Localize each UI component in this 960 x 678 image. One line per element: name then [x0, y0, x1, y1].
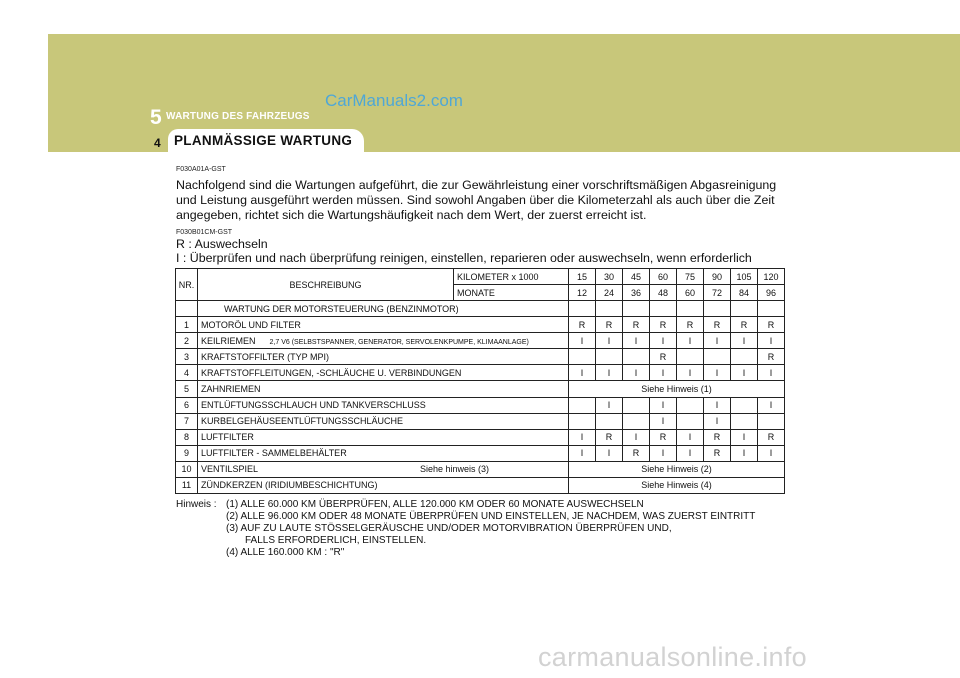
- schedule-cell: R: [650, 349, 677, 365]
- section-label: WARTUNG DER MOTORSTEUERUNG (BENZINMOTOR): [198, 301, 569, 317]
- footer-watermark: carmanualsonline.info: [538, 642, 807, 672]
- km-value: 60: [650, 269, 677, 285]
- schedule-cell: [758, 413, 785, 429]
- schedule-cell: R: [569, 317, 596, 333]
- table-row: [176, 477, 785, 493]
- km-value: 120: [758, 269, 785, 285]
- schedule-cell: [596, 413, 623, 429]
- row-description: [198, 381, 569, 397]
- row-number: 11: [176, 477, 198, 493]
- section-nr-cell: [176, 301, 198, 317]
- schedule-cell: I: [677, 429, 704, 445]
- page-title-tab: [168, 129, 364, 152]
- months-value: 96: [758, 285, 785, 301]
- row-description-text: MOTORÖL UND FILTER: [201, 319, 301, 330]
- schedule-cell: [623, 349, 650, 365]
- schedule-cell: [569, 349, 596, 365]
- schedule-cell: [569, 397, 596, 413]
- intro-paragraph: Nachfolgend sind die Wartungen aufgeführt, die zur Gewährleistung einer vorschriftsmäßigen Abgasreinigung und Leistung ausgeführt werden müssen. Sind sowohl Angaben über die Kilometerzahl als auch über die Zeit angegeben, richtet sich die Wartungshäufigkeit nach dem Wert, der zuerst erreicht ist.: [176, 178, 777, 222]
- schedule-cell: I: [650, 445, 677, 461]
- schedule-cell: R: [704, 317, 731, 333]
- page-number: 4: [154, 136, 161, 150]
- schedule-cell: I: [677, 365, 704, 381]
- km-value: 75: [677, 269, 704, 285]
- legend-code: F030B01CM-GST: [176, 229, 233, 236]
- schedule-cell: I: [596, 365, 623, 381]
- schedule-cell: [596, 349, 623, 365]
- schedule-cell: [623, 397, 650, 413]
- schedule-cell: I: [596, 333, 623, 349]
- schedule-cell: I: [731, 445, 758, 461]
- schedule-cell: I: [731, 333, 758, 349]
- months-value: 84: [731, 285, 758, 301]
- row-description-text: LUFTFILTER - SAMMELBEHÄLTER: [201, 448, 347, 459]
- table-row: [176, 413, 785, 429]
- note-1: (1) ALLE 60.000 KM ÜBERPRÜFEN, ALLE 120.000 KM ODER 60 MONATE AUSWECHSELN: [226, 499, 644, 510]
- months-value: 48: [650, 285, 677, 301]
- months-value: 60: [677, 285, 704, 301]
- empty-cell: [623, 301, 650, 317]
- table-row: [176, 365, 785, 381]
- schedule-cell: R: [758, 349, 785, 365]
- row-description-note: 2,7 V6 (SELBSTSPANNER, GENERATOR, SERVOLENKPUMPE, KLIMAANLAGE): [269, 338, 529, 346]
- schedule-cell: I: [650, 413, 677, 429]
- months-value: 36: [623, 285, 650, 301]
- legend-inspect: I : Überprüfen und nach überprüfung reinigen, einstellen, reparieren oder auswechseln, wenn erforderlich: [176, 251, 752, 265]
- note-4: (4) ALLE 160.000 KM : "R": [226, 547, 345, 558]
- schedule-cell: R: [758, 429, 785, 445]
- months-label: MONATE: [454, 285, 569, 301]
- row-number: 6: [176, 397, 198, 413]
- table-row: [176, 461, 785, 477]
- schedule-cell: I: [569, 429, 596, 445]
- row-description: [198, 445, 569, 461]
- schedule-cell: I: [677, 445, 704, 461]
- schedule-cell: I: [623, 429, 650, 445]
- schedule-cell: R: [731, 317, 758, 333]
- row-description: [198, 317, 569, 333]
- schedule-cell: I: [596, 445, 623, 461]
- schedule-cell: I: [623, 333, 650, 349]
- row-hint-cell: Siehe Hinweis (4): [569, 477, 785, 493]
- row-description-text: LUFTFILTER: [201, 432, 254, 443]
- schedule-cell: [677, 413, 704, 429]
- note-3-continued: FALLS ERFORDERLICH, EINSTELLEN.: [245, 535, 427, 546]
- intro-code: F030A01A-GST: [176, 166, 226, 173]
- schedule-cell: R: [650, 429, 677, 445]
- nr-header: NR.: [176, 269, 198, 301]
- schedule-cell: I: [704, 365, 731, 381]
- row-description-text: KEILRIEMEN: [201, 335, 256, 346]
- page-title: PLANMÄSSIGE WARTUNG: [174, 133, 353, 148]
- schedule-cell: R: [623, 317, 650, 333]
- row-hint-cell: Siehe Hinweis (1): [569, 381, 785, 397]
- row-description-text: ENTLÜFTUNGSSCHLAUCH UND TANKVERSCHLUSS: [201, 400, 426, 411]
- section-number: 5: [150, 106, 162, 129]
- row-description-text: ZÜNDKERZEN (IRIDIUMBESCHICHTUNG): [201, 480, 378, 491]
- schedule-cell: I: [704, 333, 731, 349]
- months-value: 24: [596, 285, 623, 301]
- schedule-cell: R: [677, 317, 704, 333]
- schedule-cell: I: [569, 445, 596, 461]
- note-3: (3) AUF ZU LAUTE STÖSSELGERÄUSCHE UND/ODER MOTORVIBRATION ÜBERPRÜFEN UND,: [226, 523, 672, 534]
- schedule-cell: R: [596, 429, 623, 445]
- row-number: 1: [176, 317, 198, 333]
- schedule-cell: I: [650, 365, 677, 381]
- months-value: 72: [704, 285, 731, 301]
- notes-label: Hinweis :: [176, 499, 217, 510]
- row-number: 5: [176, 381, 198, 397]
- table-row: [176, 445, 785, 461]
- empty-cell: [677, 301, 704, 317]
- row-description-hint: Siehe hinweis (3): [419, 464, 489, 475]
- schedule-cell: I: [731, 429, 758, 445]
- kilometer-label: KILOMETER x 1000: [454, 269, 569, 285]
- schedule-cell: [677, 397, 704, 413]
- schedule-cell: I: [650, 397, 677, 413]
- row-number: 3: [176, 349, 198, 365]
- schedule-cell: I: [758, 397, 785, 413]
- schedule-cell: I: [758, 333, 785, 349]
- row-description-text: ZAHNRIEMEN: [201, 383, 261, 394]
- schedule-cell: R: [758, 317, 785, 333]
- empty-cell: [596, 301, 623, 317]
- schedule-cell: [731, 413, 758, 429]
- row-number: 8: [176, 429, 198, 445]
- schedule-cell: R: [596, 317, 623, 333]
- km-value: 90: [704, 269, 731, 285]
- schedule-cell: [677, 349, 704, 365]
- empty-cell: [569, 301, 596, 317]
- row-description-text: KRAFTSTOFFLEITUNGEN, -SCHLÄUCHE U. VERBINDUNGEN: [201, 367, 462, 378]
- schedule-cell: [704, 349, 731, 365]
- schedule-cell: I: [623, 365, 650, 381]
- empty-cell: [758, 301, 785, 317]
- section-title: WARTUNG DES FAHRZEUGS: [166, 111, 310, 122]
- schedule-cell: I: [758, 365, 785, 381]
- legend-replace: R : Auswechseln: [176, 237, 268, 251]
- table-row: [176, 397, 785, 413]
- table-row: [176, 317, 785, 333]
- row-description-text: VENTILSPIEL: [201, 464, 259, 475]
- km-value: 15: [569, 269, 596, 285]
- table-row: [176, 429, 785, 445]
- schedule-cell: [569, 413, 596, 429]
- schedule-cell: R: [650, 317, 677, 333]
- table-header-row: [176, 269, 785, 285]
- row-description: [198, 413, 569, 429]
- schedule-cell: [731, 397, 758, 413]
- row-description: [198, 397, 569, 413]
- empty-cell: [650, 301, 677, 317]
- schedule-cell: I: [758, 445, 785, 461]
- row-description: [198, 365, 569, 381]
- row-number: 10: [176, 461, 198, 477]
- schedule-cell: [623, 413, 650, 429]
- row-description: [198, 429, 569, 445]
- row-description: [198, 477, 569, 493]
- schedule-cell: I: [596, 397, 623, 413]
- description-header: BESCHREIBUNG: [198, 269, 454, 301]
- row-number: 7: [176, 413, 198, 429]
- maintenance-schedule-table: [175, 268, 785, 494]
- months-value: 12: [569, 285, 596, 301]
- schedule-cell: R: [623, 445, 650, 461]
- schedule-cell: R: [704, 445, 731, 461]
- km-value: 105: [731, 269, 758, 285]
- schedule-cell: I: [677, 333, 704, 349]
- row-description-text: KRAFTSTOFFILTER (TYP MPI): [201, 351, 330, 362]
- schedule-cell: I: [731, 365, 758, 381]
- row-description-text: KURBELGEHÄUSEENTLÜFTUNGSSCHLÄUCHE: [201, 416, 404, 427]
- section-row: [176, 301, 785, 317]
- schedule-cell: I: [704, 413, 731, 429]
- schedule-cell: [731, 349, 758, 365]
- empty-cell: [704, 301, 731, 317]
- row-number: 9: [176, 445, 198, 461]
- row-description: [198, 349, 569, 365]
- watermark-link[interactable]: CarManuals2.com: [325, 91, 463, 110]
- empty-cell: [731, 301, 758, 317]
- row-number: 4: [176, 365, 198, 381]
- schedule-cell: I: [650, 333, 677, 349]
- schedule-cell: I: [704, 397, 731, 413]
- km-value: 30: [596, 269, 623, 285]
- km-value: 45: [623, 269, 650, 285]
- schedule-cell: I: [569, 365, 596, 381]
- row-description: [198, 333, 569, 349]
- table-row: [176, 333, 785, 349]
- row-hint-cell: Siehe Hinweis (2): [569, 461, 785, 477]
- note-2: (2) ALLE 96.000 KM ODER 48 MONATE ÜBERPRÜFEN UND EINSTELLEN, JE NACHDEM, WAS ZUERST EINTRITT: [226, 511, 756, 522]
- schedule-cell: R: [704, 429, 731, 445]
- table-row: [176, 381, 785, 397]
- row-description: [198, 461, 569, 477]
- schedule-cell: I: [569, 333, 596, 349]
- row-number: 2: [176, 333, 198, 349]
- table-row: [176, 349, 785, 365]
